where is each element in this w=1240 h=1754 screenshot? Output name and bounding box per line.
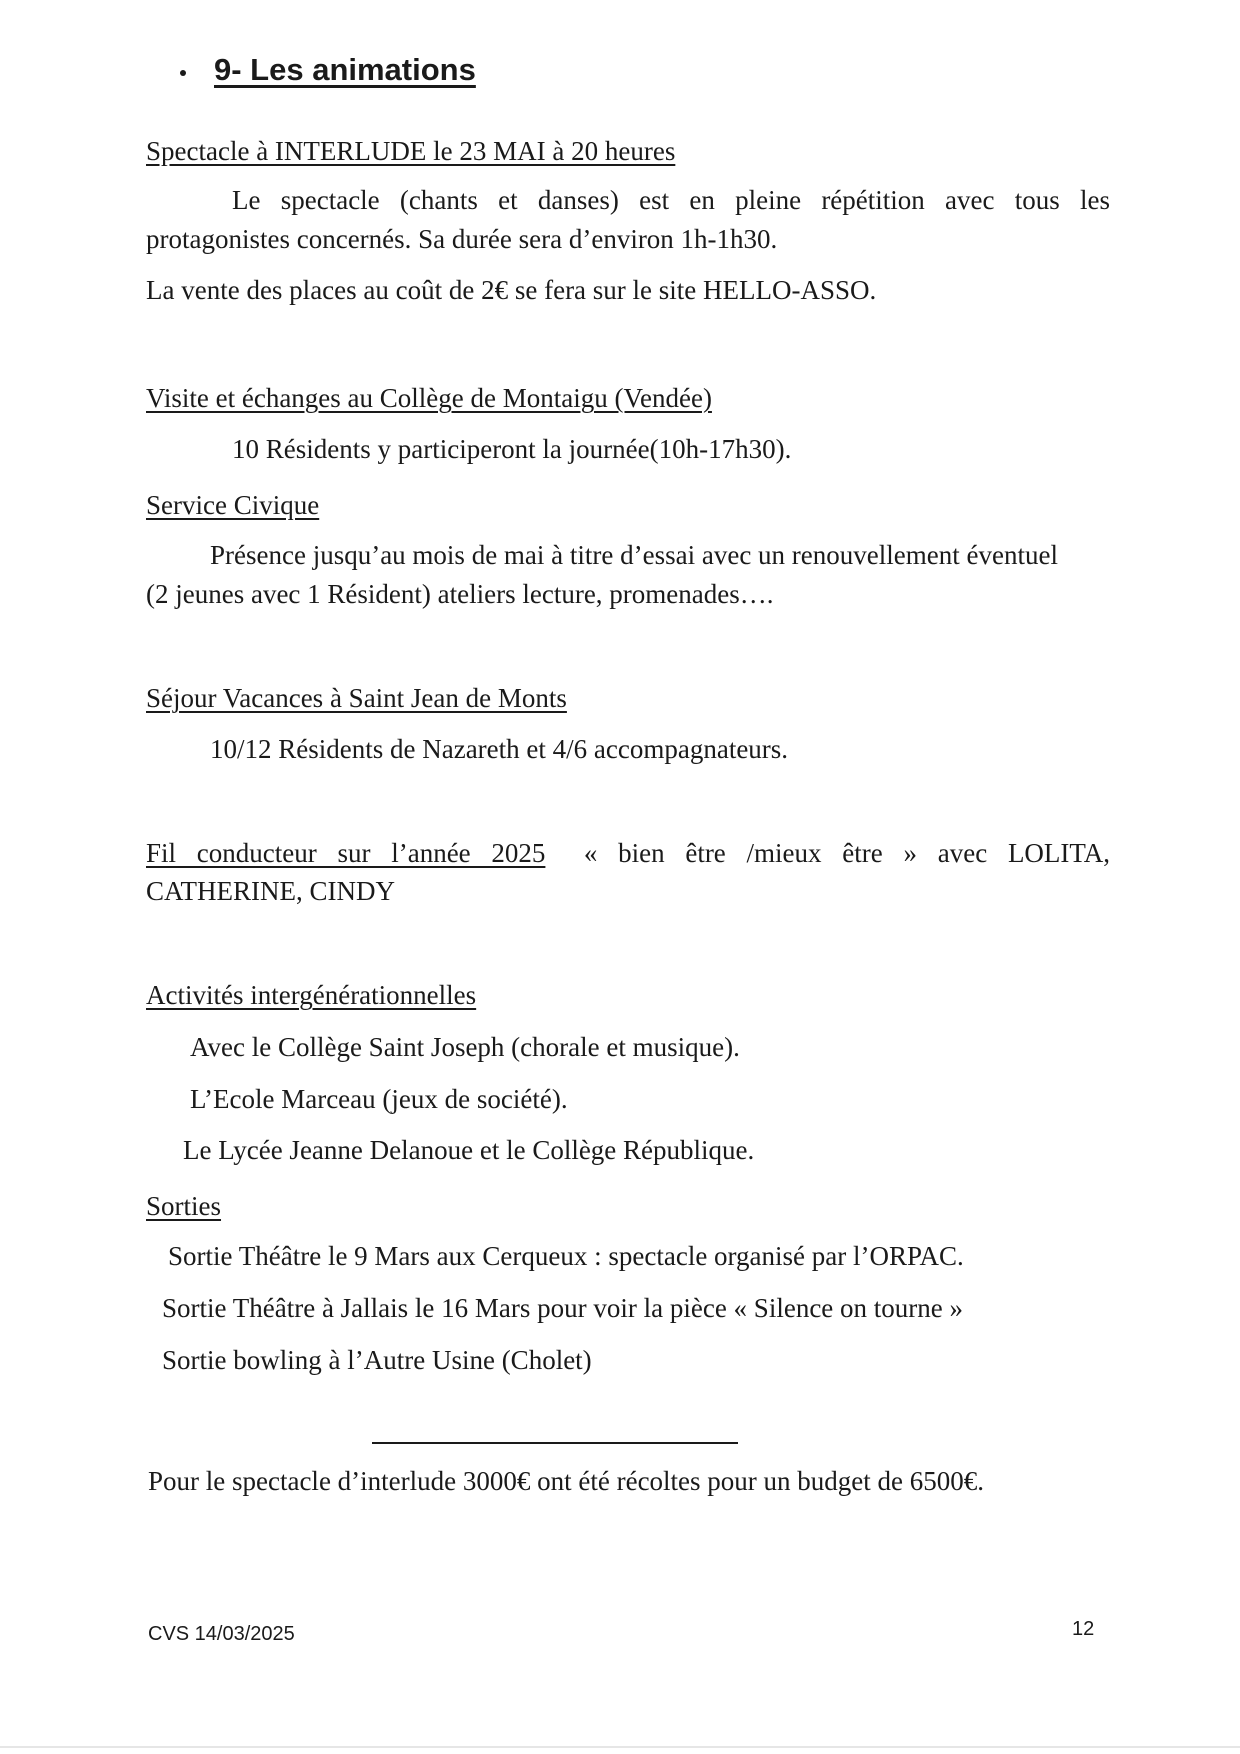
sorties-line-2: Sortie Théâtre à Jallais le 16 Mars pour voir la pièce « Silence on tourne » (162, 1293, 964, 1323)
activites-line-1: Avec le Collège Saint Joseph (chorale et musique). (190, 1032, 740, 1062)
sorties-line-1: Sortie Théâtre le 9 Mars aux Cerqueux : spectacle organisé par l’ORPAC. (168, 1241, 964, 1271)
separator-line (372, 1442, 738, 1444)
spectacle-title: Spectacle à INTERLUDE le 23 MAI à 20 heures (146, 136, 676, 166)
section-heading-text: 9- Les animations (214, 52, 476, 87)
visite-line-1: 10 Résidents y participeront la journée(10h-17h30). (232, 434, 792, 464)
spectacle-line-1: Le spectacle (chants et danses) est en pleine répétition avec tous les (232, 185, 1110, 215)
footer-doc-ref: CVS 14/03/2025 (148, 1623, 295, 1645)
sejour-line-1: 10/12 Résidents de Nazareth et 4/6 accompagnateurs. (210, 734, 789, 764)
budget-note: Pour le spectacle d’interlude 3000€ ont été récoltes pour un budget de 6500€. (148, 1466, 985, 1496)
footer-page-number: 12 (1072, 1618, 1095, 1640)
sorties-title: Sorties (146, 1191, 222, 1221)
fil-rest: « bien être /mieux être » avec LOLITA, (583, 838, 1110, 868)
activites-line-2: L’Ecole Marceau (jeux de société). (190, 1084, 568, 1114)
section-heading (180, 50, 476, 90)
spectacle-line-2: protagonistes concernés. Sa durée sera d’environ 1h-1h30. (146, 224, 778, 254)
fil-line-1 (146, 836, 1110, 870)
page-bottom-edge (0, 1746, 1240, 1748)
bullet-icon (180, 70, 186, 76)
activites-title: Activités intergénérationnelles (146, 980, 477, 1010)
service-line-1: Présence jusqu’au mois de mai à titre d’essai avec un renouvellement éventuel (210, 540, 1058, 570)
spectacle-line-3: La vente des places au coût de 2€ se fera sur le site HELLO-ASSO. (146, 275, 877, 305)
sejour-title: Séjour Vacances à Saint Jean de Monts (146, 683, 567, 713)
visite-title: Visite et échanges au Collège de Montaigu (Vendée) (146, 383, 712, 413)
sorties-line-3: Sortie bowling à l’Autre Usine (Cholet) (162, 1345, 592, 1375)
activites-line-3: Le Lycée Jeanne Delanoue et le Collège République. (183, 1135, 755, 1165)
service-line-2: (2 jeunes avec 1 Résident) ateliers lecture, promenades…. (146, 579, 774, 609)
service-title: Service Civique (146, 490, 320, 520)
fil-line-2: CATHERINE, CINDY (146, 876, 395, 906)
fil-title: Fil conducteur sur l’année 2025 (146, 838, 546, 868)
